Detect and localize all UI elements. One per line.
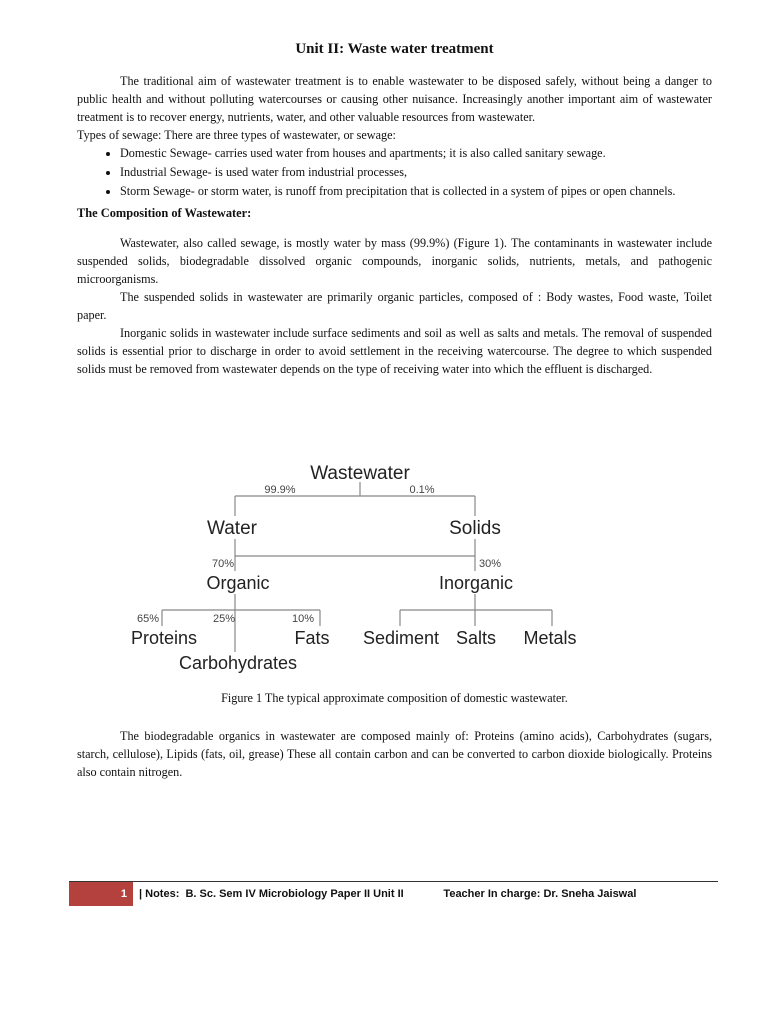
section-heading: The Composition of Wastewater: (77, 206, 252, 220)
intro-paragraph: The traditional aim of wastewater treatment is to enable wastewater to be disposed safely, without being a danger to public health and without polluting watercourses or causing other nuisance. Increasingly another important aim of wastewater treatment is to recover energy, nutrients, water, and other valuable resources from wastewater. (77, 74, 712, 124)
figure-caption: Figure 1 The typical approximate composition of domestic wastewater. (221, 691, 568, 705)
body-paragraph: Wastewater, also called sewage, is mostly water by mass (99.9%) (Figure 1). The contaminants in wastewater include suspended solids, biodegradable dissolved organic compounds, inorganic solids, nutrients, metals, and pathogenic microorganisms. (77, 236, 712, 286)
composition-diagram (120, 456, 600, 678)
sewage-types-list (77, 144, 712, 200)
list-item: • Domestic Sewage- carries used water from houses and apartments; it is also called sanitary sewage. (120, 144, 712, 162)
label-inorganic-pct: 30% (478, 558, 502, 570)
types-intro: Types of sewage: There are three types of wastewater, or sewage: (77, 128, 396, 142)
node-metals: Metals (523, 628, 577, 648)
node-inorganic: Inorganic (438, 573, 514, 593)
label-proteins-pct: 65% (136, 613, 160, 625)
label-organic-pct: 70% (211, 558, 235, 570)
diagram-svg (120, 456, 600, 678)
node-fats: Fats (294, 628, 330, 648)
node-wastewater: Wastewater (310, 463, 410, 484)
list-item: • Industrial Sewage- is used water from industrial processes, (120, 163, 712, 181)
label-water-pct: 99.9% (264, 484, 296, 496)
label-solids-pct: 0.1% (409, 484, 435, 496)
node-organic: Organic (206, 573, 270, 593)
footer-teacher: Teacher In charge: Dr. Sneha Jaiswal (443, 888, 637, 900)
body-paragraph: Inorganic solids in wastewater include surface sediments and soil as well as salts and metals. The removal of suspended solids is essential prior to discharge in order to avoid settlement in the receiving watercourse. The degree to which suspended solids must be removed from wastewater depends on the type of receiving water into which the effluent is discharged. (77, 326, 712, 376)
node-carbohydrates: Carbohydrates (178, 653, 298, 673)
closing-paragraph: The biodegradable organics in wastewater are composed mainly of: Proteins (amino acids), Carbohydrates (sugars, starch, cellulose), Lipids (fats, oil, grease) These all contain carbon and can be converted to carbon dioxide biologically. Proteins also contain nitrogen. (77, 729, 712, 779)
footer-notes-text: | Notes: B. Sc. Sem IV Microbiology Paper II Unit II (139, 888, 404, 900)
label-fats-pct: 10% (291, 613, 315, 625)
node-solids: Solids (449, 518, 501, 539)
node-proteins: Proteins (130, 628, 198, 648)
node-salts: Salts (455, 628, 497, 648)
list-item: • Storm Sewage- or storm water, is runoff from precipitation that is collected in a system of pipes or open channels. (120, 182, 712, 200)
document-body (77, 40, 712, 378)
node-water: Water (207, 518, 257, 539)
body-paragraph: The suspended solids in wastewater are primarily organic particles, composed of : Body wastes, Food waste, Toilet paper. (77, 290, 712, 322)
page-title: Unit II: Waste water treatment (295, 41, 494, 57)
page-number-badge: 1 (69, 882, 133, 906)
label-carbs-pct: 25% (212, 613, 236, 625)
closing-section (77, 727, 712, 781)
footer-notes (139, 882, 636, 906)
node-sediment: Sediment (362, 628, 440, 648)
